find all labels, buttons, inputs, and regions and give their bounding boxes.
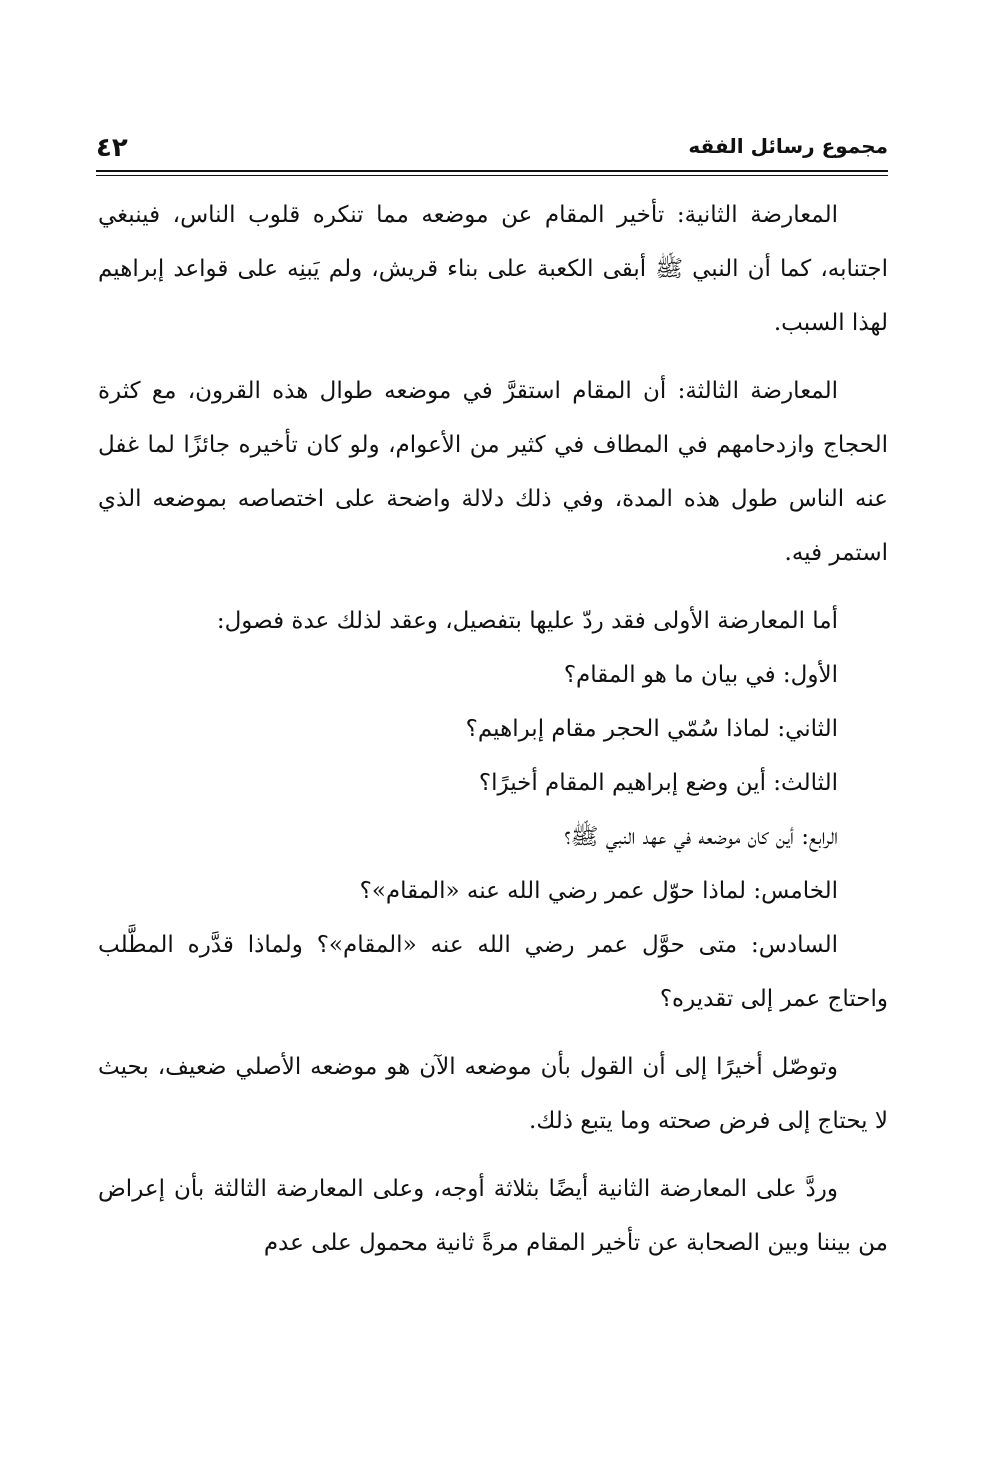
- header-rule-thin: [96, 175, 888, 176]
- paragraph-first-objection-response: أما المعارضة الأولى فقد ردّ عليها بتفصيل، وعقد لذلك عدة فصول:: [216, 608, 838, 634]
- header-rule: [96, 170, 888, 172]
- list-item-third: الثالث: أين وضع إبراهيم المقام أخيرًا؟: [478, 770, 838, 796]
- paragraph-reply-second-third: وردَّ على المعارضة الثانية أيضًا بثلاثة أوجه، وعلى المعارضة الثالثة بأن إعراض من بيننا وبين الصحابة عن تأخير المقام مرةً ثانية محمول على عدم: [98, 1176, 888, 1256]
- paragraph-conclusion: وتوصّل أخيرًا إلى أن القول بأن موضعه الآن هو موضعه الأصلي ضعيف، بحيث لا يحتاج إلى فرض صحته وما يتبع ذلك.: [98, 1054, 888, 1134]
- list-item-fifth: الخامس: لماذا حوّل عمر رضي الله عنه «المقام»؟: [359, 878, 838, 904]
- list-item-sixth: السادس: متى حوَّل عمر رضي الله عنه «المقام»؟ ولماذا قدَّره المطَّلب واحتاج عمر إلى تقديره؟: [98, 932, 888, 1012]
- running-header: [96, 125, 888, 169]
- list-item-second: الثاني: لماذا سُمّي الحجر مقام إبراهيم؟: [465, 716, 838, 742]
- book-title: مجموع رسائل الفقه: [688, 134, 888, 158]
- page-body: [98, 188, 888, 1270]
- list-item-first: الأول: في بيان ما هو المقام؟: [563, 662, 838, 688]
- paragraph-second-objection: المعارضة الثانية: تأخير المقام عن موضعه مما تنكره قلوب الناس، فينبغي اجتنابه، كما أن النبي ﷺ أبقى الكعبة على بناء قريش، ولم يَبنِه على قواعد إبراهيم لهذا السبب.: [98, 202, 888, 336]
- list-item-fourth: الرابع: أين كان موضعه في عهد النبي ﷺ؟: [564, 824, 838, 850]
- paragraph-third-objection: المعارضة الثالثة: أن المقام استقرَّ في موضعه طوال هذه القرون، مع كثرة الحجاج وازدحامهم في المطاف في كثير من الأعوام، ولو كان تأخيره جائزًا لما غفل عنه الناس طول هذه المدة، وفي ذلك دلالة واضحة على اختصاصه بموضعه الذي استمر فيه.: [98, 378, 888, 566]
- page-number: ٤٢: [96, 133, 128, 163]
